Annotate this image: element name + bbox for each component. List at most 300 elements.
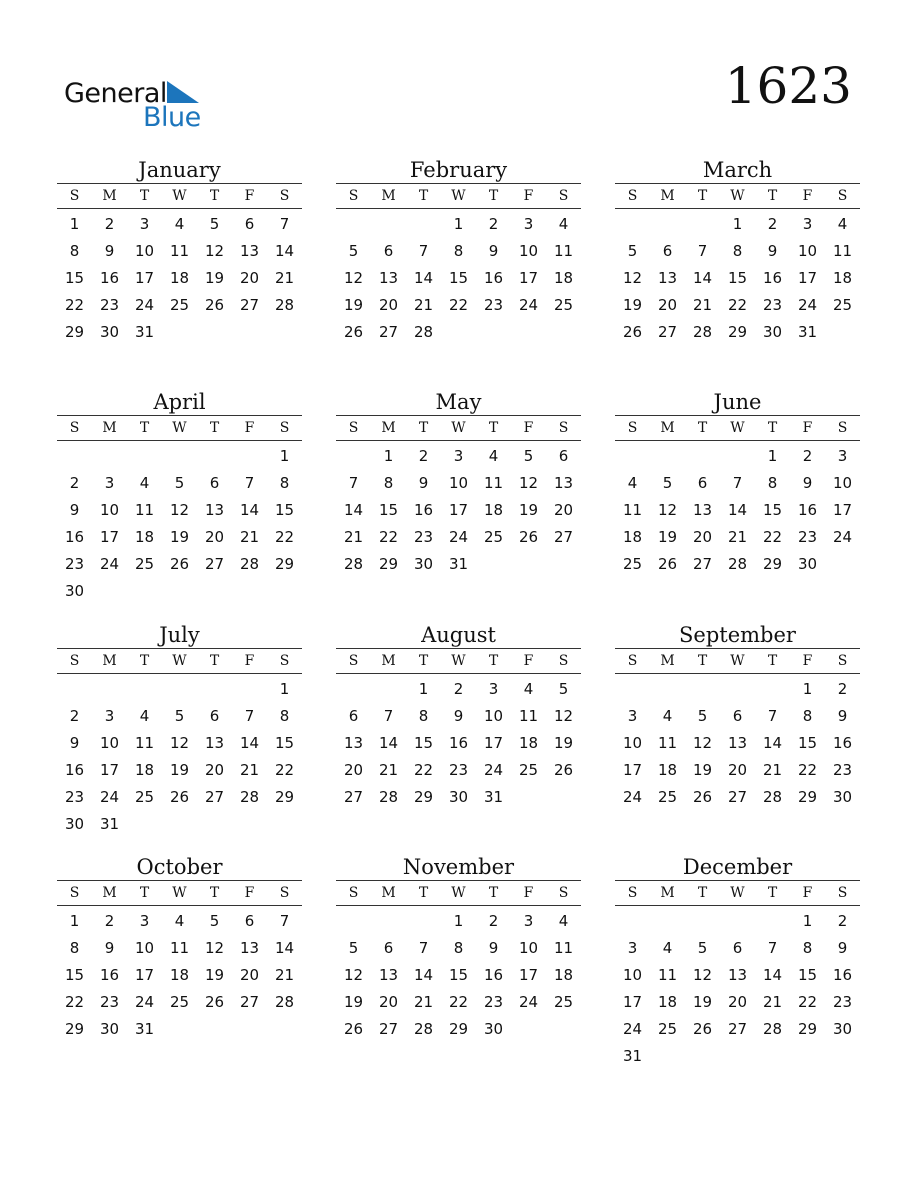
day-grid — [615, 209, 860, 346]
day-cell: 9 — [802, 474, 813, 492]
weekday-header: T — [767, 188, 778, 204]
day-cell: 18 — [483, 501, 504, 519]
day-cell: 23 — [448, 761, 469, 779]
day-cell: 24 — [483, 761, 504, 779]
day-cell: 16 — [483, 966, 504, 984]
month-name: January — [57, 157, 302, 184]
weekday-header: M — [381, 188, 396, 204]
day-cell: 3 — [523, 912, 534, 930]
day-cell: 11 — [553, 939, 574, 957]
day-cell: 10 — [99, 501, 120, 519]
day-cell: 8 — [767, 474, 778, 492]
day-cell: 2 — [104, 215, 115, 233]
weekday-header: T — [139, 420, 150, 436]
day-cell: 5 — [348, 242, 359, 260]
day-cell: 12 — [692, 734, 713, 752]
day-grid — [615, 906, 860, 1070]
day-cell: 4 — [662, 707, 673, 725]
day-cell: 4 — [174, 912, 185, 930]
empty-cell — [685, 443, 720, 470]
day-cell: 1 — [279, 447, 290, 465]
day-cell: 19 — [169, 528, 190, 546]
empty-cell — [92, 443, 127, 470]
day-cell: 24 — [134, 296, 155, 314]
month-march — [615, 157, 860, 346]
day-cell: 29 — [797, 788, 818, 806]
day-cell: 3 — [523, 215, 534, 233]
day-cell: 21 — [274, 269, 295, 287]
day-grid — [336, 674, 581, 811]
weekday-header: S — [69, 420, 80, 436]
weekday-header: W — [172, 885, 187, 901]
weekday-header: T — [697, 653, 708, 669]
day-cell: 16 — [762, 269, 783, 287]
month-name: February — [336, 157, 581, 184]
day-cell: 17 — [797, 269, 818, 287]
day-cell: 6 — [732, 939, 743, 957]
day-cell: 13 — [727, 734, 748, 752]
day-cell: 16 — [832, 966, 853, 984]
day-cell: 7 — [348, 474, 359, 492]
month-october — [57, 854, 302, 1043]
day-cell: 14 — [343, 501, 364, 519]
day-cell: 4 — [662, 939, 673, 957]
day-cell: 31 — [134, 323, 155, 341]
day-cell: 13 — [378, 269, 399, 287]
weekday-header: S — [627, 885, 638, 901]
empty-cell — [615, 211, 650, 238]
day-cell: 12 — [657, 501, 678, 519]
day-cell: 30 — [448, 788, 469, 806]
day-cell: 18 — [169, 966, 190, 984]
day-cell: 30 — [99, 323, 120, 341]
day-cell: 29 — [727, 323, 748, 341]
day-cell: 5 — [209, 215, 220, 233]
day-cell: 25 — [483, 528, 504, 546]
day-cell: 16 — [64, 528, 85, 546]
day-cell: 16 — [483, 269, 504, 287]
weekday-header: F — [244, 885, 255, 901]
day-cell: 16 — [99, 966, 120, 984]
day-cell: 19 — [518, 501, 539, 519]
day-cell: 28 — [762, 1020, 783, 1038]
day-cell: 5 — [697, 939, 708, 957]
day-cell: 23 — [413, 528, 434, 546]
day-cell: 30 — [832, 1020, 853, 1038]
day-cell: 8 — [69, 939, 80, 957]
day-cell: 8 — [418, 707, 429, 725]
day-cell: 29 — [413, 788, 434, 806]
day-cell: 24 — [134, 993, 155, 1011]
day-cell: 7 — [279, 912, 290, 930]
brand-word-blue: Blue — [143, 102, 201, 133]
day-cell: 27 — [239, 993, 260, 1011]
month-name: September — [615, 622, 860, 649]
day-cell: 5 — [174, 474, 185, 492]
day-cell: 1 — [802, 680, 813, 698]
day-cell: 20 — [553, 501, 574, 519]
day-cell: 2 — [837, 912, 848, 930]
empty-cell — [127, 443, 162, 470]
day-cell: 17 — [518, 966, 539, 984]
day-cell: 24 — [622, 1020, 643, 1038]
weekday-header: T — [418, 188, 429, 204]
day-cell: 5 — [523, 447, 534, 465]
day-cell: 8 — [453, 242, 464, 260]
day-cell: 19 — [692, 761, 713, 779]
day-cell: 12 — [692, 966, 713, 984]
day-cell: 19 — [204, 269, 225, 287]
day-cell: 21 — [762, 993, 783, 1011]
month-january — [57, 157, 302, 346]
weekday-header: T — [139, 885, 150, 901]
day-cell: 3 — [802, 215, 813, 233]
day-cell: 30 — [99, 1020, 120, 1038]
empty-cell — [162, 676, 197, 703]
empty-cell — [720, 676, 755, 703]
day-cell: 11 — [134, 501, 155, 519]
day-cell: 21 — [274, 966, 295, 984]
day-cell: 6 — [383, 939, 394, 957]
empty-cell — [336, 676, 371, 703]
weekday-header: W — [730, 885, 745, 901]
day-grid — [336, 906, 581, 1043]
day-cell: 29 — [378, 555, 399, 573]
month-name: October — [57, 854, 302, 881]
day-cell: 9 — [837, 939, 848, 957]
day-cell: 18 — [134, 528, 155, 546]
day-cell: 22 — [413, 761, 434, 779]
day-cell: 22 — [378, 528, 399, 546]
empty-cell — [336, 443, 371, 470]
empty-cell — [615, 443, 650, 470]
day-cell: 9 — [488, 242, 499, 260]
day-cell: 18 — [622, 528, 643, 546]
day-cell: 8 — [802, 707, 813, 725]
weekday-header: M — [381, 420, 396, 436]
day-cell: 16 — [413, 501, 434, 519]
day-cell: 25 — [134, 555, 155, 573]
day-cell: 8 — [279, 707, 290, 725]
day-cell: 20 — [657, 296, 678, 314]
weekday-header: S — [627, 188, 638, 204]
day-cell: 6 — [244, 215, 255, 233]
day-cell: 9 — [69, 734, 80, 752]
day-grid — [615, 441, 860, 578]
day-cell: 21 — [413, 296, 434, 314]
day-cell: 14 — [692, 269, 713, 287]
day-cell: 16 — [797, 501, 818, 519]
day-cell: 26 — [518, 528, 539, 546]
day-cell: 23 — [832, 761, 853, 779]
day-cell: 20 — [204, 761, 225, 779]
day-cell: 17 — [448, 501, 469, 519]
day-cell: 19 — [169, 761, 190, 779]
month-february — [336, 157, 581, 346]
day-cell: 29 — [274, 555, 295, 573]
day-cell: 16 — [64, 761, 85, 779]
empty-cell — [197, 676, 232, 703]
day-cell: 6 — [348, 707, 359, 725]
day-cell: 24 — [448, 528, 469, 546]
day-cell: 11 — [657, 966, 678, 984]
day-cell: 4 — [627, 474, 638, 492]
day-cell: 16 — [99, 269, 120, 287]
day-cell: 8 — [383, 474, 394, 492]
weekday-header: M — [102, 653, 117, 669]
month-may — [336, 389, 581, 578]
day-cell: 9 — [104, 939, 115, 957]
day-cell: 27 — [378, 323, 399, 341]
weekday-header: S — [279, 653, 290, 669]
day-cell: 17 — [622, 761, 643, 779]
day-cell: 10 — [99, 734, 120, 752]
day-cell: 8 — [453, 939, 464, 957]
day-cell: 15 — [413, 734, 434, 752]
day-cell: 19 — [622, 296, 643, 314]
weekday-header: T — [418, 653, 429, 669]
weekday-header: W — [730, 420, 745, 436]
day-cell: 22 — [797, 993, 818, 1011]
day-cell: 20 — [727, 761, 748, 779]
day-cell: 20 — [239, 966, 260, 984]
day-cell: 15 — [64, 966, 85, 984]
weekday-header: W — [172, 653, 187, 669]
weekday-header: S — [837, 188, 848, 204]
day-cell: 30 — [762, 323, 783, 341]
day-cell: 23 — [797, 528, 818, 546]
weekday-header-row — [615, 881, 860, 906]
day-grid — [57, 674, 302, 838]
weekday-header: F — [523, 885, 534, 901]
day-cell: 10 — [622, 734, 643, 752]
day-cell: 28 — [413, 1020, 434, 1038]
weekday-header: S — [279, 188, 290, 204]
day-cell: 28 — [692, 323, 713, 341]
weekday-header: F — [244, 653, 255, 669]
day-cell: 10 — [134, 939, 155, 957]
day-cell: 31 — [99, 815, 120, 833]
day-cell: 9 — [767, 242, 778, 260]
day-cell: 9 — [453, 707, 464, 725]
day-cell: 3 — [837, 447, 848, 465]
day-cell: 10 — [797, 242, 818, 260]
day-cell: 13 — [239, 939, 260, 957]
weekday-header: T — [697, 420, 708, 436]
day-cell: 18 — [518, 734, 539, 752]
day-cell: 28 — [762, 788, 783, 806]
weekday-header: T — [488, 653, 499, 669]
empty-cell — [685, 908, 720, 935]
month-july — [57, 622, 302, 838]
day-cell: 26 — [204, 993, 225, 1011]
empty-cell — [720, 908, 755, 935]
day-cell: 19 — [204, 966, 225, 984]
day-cell: 15 — [448, 966, 469, 984]
day-cell: 26 — [169, 555, 190, 573]
day-cell: 1 — [69, 912, 80, 930]
day-cell: 22 — [274, 761, 295, 779]
day-cell: 2 — [453, 680, 464, 698]
day-cell: 19 — [343, 993, 364, 1011]
day-cell: 14 — [727, 501, 748, 519]
weekday-header-row — [336, 184, 581, 209]
day-cell: 1 — [802, 912, 813, 930]
day-cell: 3 — [627, 707, 638, 725]
weekday-header: M — [102, 420, 117, 436]
day-cell: 26 — [343, 1020, 364, 1038]
weekday-header: S — [558, 653, 569, 669]
day-cell: 14 — [413, 269, 434, 287]
day-cell: 27 — [239, 296, 260, 314]
day-cell: 7 — [732, 474, 743, 492]
weekday-header: T — [488, 188, 499, 204]
day-cell: 2 — [802, 447, 813, 465]
day-cell: 17 — [99, 528, 120, 546]
weekday-header: F — [802, 420, 813, 436]
day-cell: 8 — [279, 474, 290, 492]
day-cell: 22 — [448, 296, 469, 314]
day-cell: 6 — [662, 242, 673, 260]
day-cell: 26 — [622, 323, 643, 341]
day-cell: 15 — [727, 269, 748, 287]
day-cell: 22 — [448, 993, 469, 1011]
day-cell: 17 — [483, 734, 504, 752]
empty-cell — [371, 676, 406, 703]
empty-cell — [720, 443, 755, 470]
day-cell: 28 — [274, 993, 295, 1011]
weekday-header: F — [244, 420, 255, 436]
day-cell: 31 — [483, 788, 504, 806]
day-grid — [57, 209, 302, 346]
weekday-header: S — [558, 188, 569, 204]
weekday-header: W — [451, 420, 466, 436]
empty-cell — [57, 676, 92, 703]
empty-cell — [615, 676, 650, 703]
day-cell: 23 — [483, 296, 504, 314]
weekday-header: M — [660, 188, 675, 204]
day-cell: 12 — [518, 474, 539, 492]
empty-cell — [371, 211, 406, 238]
month-name: December — [615, 854, 860, 881]
month-name: November — [336, 854, 581, 881]
day-cell: 28 — [343, 555, 364, 573]
day-cell: 19 — [343, 296, 364, 314]
day-cell: 2 — [488, 912, 499, 930]
weekday-header-row — [57, 649, 302, 674]
day-cell: 11 — [553, 242, 574, 260]
day-cell: 24 — [832, 528, 853, 546]
day-cell: 16 — [448, 734, 469, 752]
day-cell: 12 — [622, 269, 643, 287]
day-cell: 10 — [832, 474, 853, 492]
empty-cell — [755, 908, 790, 935]
day-cell: 25 — [832, 296, 853, 314]
day-cell: 21 — [762, 761, 783, 779]
day-cell: 13 — [204, 501, 225, 519]
day-cell: 30 — [64, 815, 85, 833]
day-cell: 21 — [378, 761, 399, 779]
day-cell: 9 — [69, 501, 80, 519]
empty-cell — [371, 908, 406, 935]
day-cell: 26 — [204, 296, 225, 314]
day-cell: 13 — [657, 269, 678, 287]
day-cell: 26 — [553, 761, 574, 779]
day-cell: 26 — [692, 788, 713, 806]
day-cell: 3 — [453, 447, 464, 465]
empty-cell — [650, 908, 685, 935]
day-cell: 6 — [383, 242, 394, 260]
day-cell: 24 — [622, 788, 643, 806]
day-cell: 5 — [558, 680, 569, 698]
day-cell: 4 — [558, 215, 569, 233]
day-cell: 10 — [448, 474, 469, 492]
day-cell: 27 — [727, 788, 748, 806]
day-cell: 23 — [99, 296, 120, 314]
empty-cell — [336, 211, 371, 238]
weekday-header: T — [209, 188, 220, 204]
weekday-header: T — [209, 420, 220, 436]
weekday-header-row — [336, 881, 581, 906]
day-cell: 15 — [274, 501, 295, 519]
day-cell: 11 — [169, 242, 190, 260]
empty-cell — [685, 676, 720, 703]
day-cell: 3 — [104, 707, 115, 725]
empty-cell — [685, 211, 720, 238]
day-cell: 2 — [488, 215, 499, 233]
day-cell: 5 — [662, 474, 673, 492]
day-cell: 21 — [343, 528, 364, 546]
weekday-header: T — [697, 885, 708, 901]
day-grid — [57, 441, 302, 605]
day-cell: 14 — [413, 966, 434, 984]
day-cell: 2 — [418, 447, 429, 465]
day-cell: 28 — [413, 323, 434, 341]
weekday-header: M — [102, 885, 117, 901]
weekday-header-row — [615, 184, 860, 209]
weekday-header-row — [57, 184, 302, 209]
day-cell: 10 — [622, 966, 643, 984]
empty-cell — [755, 676, 790, 703]
day-cell: 11 — [832, 242, 853, 260]
day-cell: 11 — [657, 734, 678, 752]
day-cell: 19 — [692, 993, 713, 1011]
day-cell: 2 — [69, 707, 80, 725]
weekday-header: S — [837, 420, 848, 436]
day-cell: 29 — [797, 1020, 818, 1038]
day-cell: 15 — [64, 269, 85, 287]
weekday-header: F — [244, 188, 255, 204]
day-cell: 2 — [837, 680, 848, 698]
weekday-header: S — [69, 885, 80, 901]
day-cell: 6 — [244, 912, 255, 930]
day-cell: 13 — [343, 734, 364, 752]
year-title: 1623 — [724, 57, 852, 115]
day-cell: 25 — [134, 788, 155, 806]
day-cell: 20 — [378, 993, 399, 1011]
weekday-header: S — [348, 885, 359, 901]
day-cell: 17 — [99, 761, 120, 779]
day-cell: 27 — [657, 323, 678, 341]
day-cell: 7 — [279, 215, 290, 233]
day-cell: 11 — [134, 734, 155, 752]
month-december — [615, 854, 860, 1070]
day-cell: 3 — [104, 474, 115, 492]
day-cell: 14 — [274, 242, 295, 260]
weekday-header: S — [627, 420, 638, 436]
day-cell: 11 — [518, 707, 539, 725]
weekday-header: S — [279, 885, 290, 901]
